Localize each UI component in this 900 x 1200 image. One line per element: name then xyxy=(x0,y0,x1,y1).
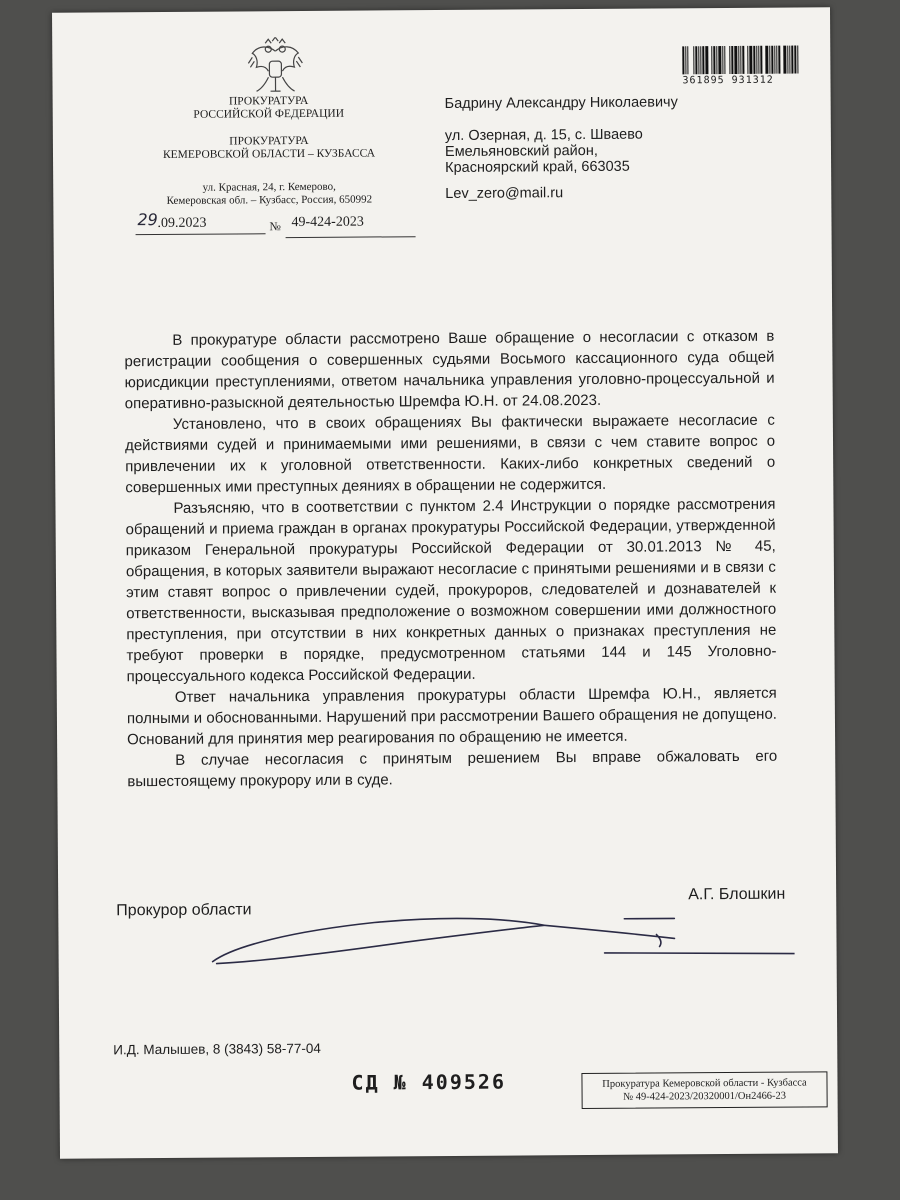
barcode-bar xyxy=(778,46,780,74)
barcode-bar xyxy=(771,46,773,74)
body-paragraph: В случае несогласия с принятым решением Вы вправе обжаловать его вышестоящему прокурору или в суде. xyxy=(127,747,778,791)
barcode-bar xyxy=(700,46,701,74)
barcode-bar xyxy=(738,46,739,74)
body-paragraph: Ответ начальника управления прокуратуры области Шремфа Ю.Н., является полными и обоснованными. Нарушений при рассмотрении Вашего обращения не допущено. Оснований для принятия мер реагирования по обращению не имеется. xyxy=(126,684,777,749)
barcode-bar xyxy=(734,46,737,74)
body-paragraph: Разъясняю, что в соответствии с пунктом 2.4 Инструкции о порядке рассмотрения обращений и приема граждан в органах прокуратуры Российской Федерации, утвержденной приказом Генеральной прокуратуры Российской Федерации от 30.01.2013 № 45, обращения, в которых заявители выражают несогласие с принятыми решениями и в связи с этим ставят вопрос о привлечении судей, прокуроров, следователей и дознавателей к ответственности, высказывая предположение о возможном совершении ими должностного преступления, при отсутствии в них конкретных данных о признаках преступления не требуют проверки в порядке, предусмотренном статьями 144 и 145 Уголовно-процессуального кодекса Российской Федерации. xyxy=(125,495,777,686)
registration-stamp xyxy=(581,1071,827,1109)
eagle-emblem-icon xyxy=(246,37,304,101)
barcode-bar xyxy=(765,46,768,74)
handwritten-date-day: 29 xyxy=(137,209,158,230)
barcode-bar xyxy=(789,46,790,74)
barcode-bar xyxy=(711,46,712,74)
org-block-russian-prosecutor xyxy=(119,94,419,122)
barcode-bar xyxy=(797,46,798,74)
barcode-bar xyxy=(749,46,752,74)
stamp-line: № 49-424-2023/20320001/Он2466-23 xyxy=(623,1090,787,1103)
signatory-title: Прокурор области xyxy=(116,901,252,920)
body-paragraph: В прокуратуре области рассмотрено Ваше обращение о несогласии с отказом в регистрации сообщения о совершенных судьями Восьмого кассационного суда общей юрисдикции преступлениями, ответом начальника управления уголовно-процессуальной и оперативно-разыскной деятельностью Шремфа Ю.Н. от 24.08.2023. xyxy=(124,327,775,413)
barcode-bar xyxy=(758,46,759,74)
org-block-regional-prosecutor xyxy=(119,134,419,162)
stamp-line: Прокуратура Кемеровской области - Кузбасса xyxy=(602,1077,807,1090)
recipient-email: Lev_zero@mail.ru xyxy=(445,185,564,202)
barcode-bar xyxy=(747,46,748,74)
body-paragraph: Установлено, что в своих обращениях Вы фактически выражаете несогласие с действиями судей и принимаемыми ими решениями, в связи с чем ставите вопрос о привлечении их к уголовной ответственности. Каких-либо конкретных сведений о совершенных ими преступных деяниях в обращении не содержится. xyxy=(124,411,776,497)
org-address-line: Кемеровская обл. – Кузбасс, Россия, 650992 xyxy=(166,193,373,207)
recipient-address-line: Емельяновский район, xyxy=(444,142,598,160)
barcode-bar xyxy=(753,46,755,74)
org-line: РОССИЙСКОЙ ФЕДЕРАЦИИ xyxy=(193,107,345,121)
barcode-bar xyxy=(682,46,684,74)
barcode-bar xyxy=(702,46,704,74)
recipient-address xyxy=(445,127,643,176)
barcode-bar xyxy=(698,46,699,74)
barcode-bar xyxy=(713,46,715,74)
barcode-bar xyxy=(787,46,788,74)
barcode-bar xyxy=(687,46,688,74)
barcode-bar xyxy=(705,46,708,74)
barcode-bar xyxy=(794,46,796,74)
letter-page xyxy=(52,7,838,1158)
barcode-bar xyxy=(722,46,723,74)
registration-number: 49-424-2023 xyxy=(291,214,364,231)
number-sign: № xyxy=(269,219,282,234)
barcode-bar xyxy=(718,46,721,74)
serial-number: СД № 409526 xyxy=(351,1069,507,1095)
recipient-address-line: Красноярский край, 663035 xyxy=(445,158,630,176)
barcode-number: 361895 931312 xyxy=(682,74,774,87)
org-line: ПРОКУРАТУРА xyxy=(228,94,309,108)
number-underline xyxy=(286,236,416,238)
date-printed: .09.2023 xyxy=(157,215,207,231)
barcode-bar xyxy=(791,46,793,74)
barcode-bar xyxy=(783,46,786,74)
barcode-bar xyxy=(729,46,730,74)
recipient-name: Бадрину Александру Николаевичу xyxy=(444,94,678,112)
barcode-bar xyxy=(695,46,697,74)
barcode-bars xyxy=(682,45,824,74)
org-address xyxy=(119,180,419,208)
handwritten-signature xyxy=(204,898,794,972)
barcode-bar xyxy=(693,46,694,74)
barcode-bar xyxy=(760,46,762,74)
barcode-bar xyxy=(742,46,744,74)
barcode-bar xyxy=(776,46,777,74)
date-underline xyxy=(136,233,266,235)
barcode-bar xyxy=(769,46,770,74)
barcode-bar xyxy=(756,46,757,74)
org-line: ПРОКУРАТУРА xyxy=(229,134,309,148)
barcode-bar xyxy=(731,46,733,74)
barcode-bar xyxy=(724,46,725,74)
recipient-address-line: ул. Озерная, д. 15, с. Шваево xyxy=(444,126,643,144)
barcode-bar xyxy=(716,46,717,74)
org-line: КЕМЕРОВСКОЙ ОБЛАСТИ – КУЗБАССА xyxy=(162,147,376,161)
org-address-line: ул. Красная, 24, г. Кемерово, xyxy=(202,180,336,194)
letter-body xyxy=(124,326,777,793)
barcode-bar xyxy=(774,46,775,74)
barcode xyxy=(682,45,824,86)
barcode-bar xyxy=(740,46,741,74)
signatory-name: А.Г. Блошкин xyxy=(688,885,786,904)
barcode-bar xyxy=(685,46,686,74)
executor-contact: И.Д. Малышев, 8 (3843) 58-77-04 xyxy=(113,1040,321,1058)
